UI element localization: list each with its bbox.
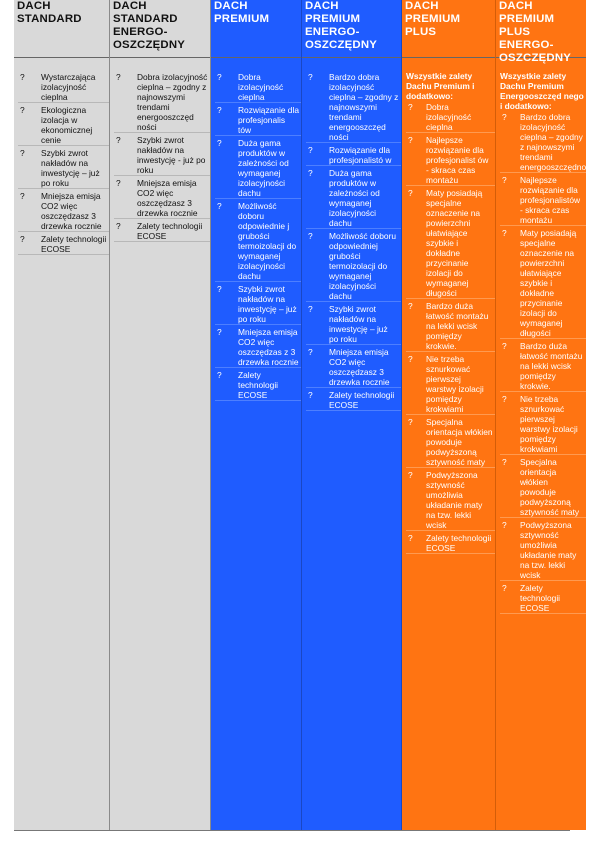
column-heading — [496, 0, 586, 64]
bullet-icon: ? — [502, 228, 507, 238]
bullet-icon: ? — [408, 533, 413, 543]
bullet-icon: ? — [408, 417, 413, 427]
bullet-icon: ? — [308, 304, 313, 314]
bullet-icon: ? — [408, 470, 413, 480]
heading-line: OSZCZĘDNY — [305, 39, 378, 51]
benefit-text: Dobra izolacyjność cieplna — [426, 102, 472, 132]
benefit-text: Zalety technologii ECOSE — [137, 221, 203, 241]
heading-line: PLUS — [499, 26, 531, 38]
benefit-text: Możliwość doboru odpowiedniej grubości termoizolacji do wymaganej izolacyjności dachu — [329, 231, 397, 301]
benefit-item — [500, 112, 596, 173]
column-dach-standard-energooszczedny — [110, 0, 211, 830]
benefit-text: Rozwiązanie dla profesjonalis tów — [238, 105, 299, 135]
benefit-item — [18, 191, 109, 232]
benefit-text: Zalety technologii ECOSE — [238, 370, 279, 400]
column-dach-premium — [211, 0, 302, 830]
benefit-text: Nie trzeba sznurkować pierwszej warstwy izolacji pomiędzy krokwiami — [426, 354, 484, 414]
column-heading — [110, 0, 210, 58]
column-heading — [302, 0, 401, 58]
benefit-item — [18, 234, 109, 255]
benefit-item — [306, 72, 401, 143]
benefit-text: Maty posiadają specjalne oznaczenie na powierzchni ułatwiające szybkie i dokładne przycinanie izolacji do wymaganej długości — [426, 188, 483, 298]
heading-line: DACH — [214, 0, 248, 12]
benefit-text: Szybki zwrot nakładów na inwestycję – już po roku — [238, 284, 297, 324]
benefit-text: Specjalna orientacja włókien powoduje podwyższoną sztywność maty — [520, 457, 580, 517]
benefit-item — [500, 175, 586, 226]
heading-line: DACH — [499, 0, 533, 12]
benefit-item — [500, 457, 586, 518]
benefit-item — [406, 188, 495, 299]
benefit-text: Szybki zwrot nakładów na inwestycję – już po roku — [41, 148, 100, 188]
column-heading — [14, 0, 109, 58]
benefit-item — [215, 105, 301, 136]
bullet-icon: ? — [408, 135, 413, 145]
bullet-icon: ? — [20, 72, 25, 82]
column-dach-standard — [14, 0, 110, 830]
heading-line: PREMIUM — [214, 13, 270, 25]
heading-line: OSZCZĘDNY — [499, 52, 572, 64]
benefit-item — [406, 301, 495, 352]
heading-line: DACH — [113, 0, 147, 12]
bullet-icon: ? — [502, 112, 507, 122]
list-intro: Wszystkie zalety Dachu Premium i dodatkowo: — [406, 71, 475, 101]
bullet-icon: ? — [308, 390, 313, 400]
benefit-item — [500, 520, 586, 581]
bullet-icon: ? — [308, 347, 313, 357]
bullet-icon: ? — [20, 191, 25, 201]
benefit-item — [406, 533, 495, 554]
benefit-item — [18, 72, 109, 103]
heading-line: DACH — [17, 0, 51, 12]
bullet-icon: ? — [20, 234, 25, 244]
benefit-list — [302, 58, 401, 411]
benefit-text: Bardzo dobra izolacyjność cieplna – zgodny z najnowszymi trendami energooszczędności — [520, 112, 596, 172]
benefit-item — [114, 221, 210, 242]
benefit-text: Dobra izolacyjność cieplna — [238, 72, 284, 102]
heading-line: DACH — [405, 0, 439, 12]
benefit-text: Podwyższona sztywność umożliwia układanie maty na tzw. lekki wcisk — [426, 470, 483, 530]
heading-line: ENERGO- — [499, 39, 554, 51]
benefit-item — [306, 145, 401, 166]
benefit-item — [215, 370, 301, 401]
benefit-item — [306, 304, 401, 345]
benefit-item — [306, 390, 401, 411]
benefit-text: Podwyższona sztywność umożliwia układanie maty na tzw. lekki wcisk — [520, 520, 577, 580]
bullet-icon: ? — [20, 148, 25, 158]
benefit-text: Mniejsza emisja CO2 więc oszczędzasz 3 drzewka rocznie — [329, 347, 390, 387]
benefit-list — [402, 58, 495, 554]
bullet-icon: ? — [116, 178, 121, 188]
bullet-icon: ? — [217, 105, 222, 115]
bullet-icon: ? — [20, 105, 25, 115]
column-heading — [211, 0, 301, 58]
bullet-icon: ? — [408, 301, 413, 311]
benefit-list — [496, 58, 596, 614]
column-dach-premium-plus-energooszczedny — [496, 0, 596, 830]
benefit-item — [215, 284, 301, 325]
column-heading — [402, 0, 495, 58]
heading-line: STANDARD — [17, 13, 82, 25]
benefit-item — [500, 341, 586, 392]
heading-line: STANDARD — [113, 13, 178, 25]
benefit-item — [215, 327, 301, 368]
heading-line: ENERGO- — [113, 26, 168, 38]
table-bottom-rule — [14, 830, 570, 831]
bullet-icon: ? — [116, 221, 121, 231]
benefit-text: Możliwość doboru odpowiednie j grubości termoizolacji do wymaganej izolacyjności dachu — [238, 201, 297, 281]
bullet-icon: ? — [217, 370, 222, 380]
heading-line: PLUS — [405, 26, 437, 38]
benefit-text: Ekologiczna izolacja w ekonomicznej cenie — [41, 105, 93, 145]
heading-line: PREMIUM — [405, 13, 461, 25]
benefit-item — [406, 135, 495, 186]
benefit-item — [18, 148, 109, 189]
benefit-text: Rozwiązanie dla profesjonalistó w — [329, 145, 392, 165]
bullet-icon: ? — [217, 138, 222, 148]
benefit-text: Bardzo duża łatwość montażu na lekki wcisk pomiędzy krokwie. — [520, 341, 583, 391]
benefit-text: Najlepsze rozwiązanie dla profesjonalist ów - skraca czas montażu — [426, 135, 489, 185]
benefit-item — [406, 354, 495, 415]
benefit-text: Dobra izolacyjność cieplna – zgodny z najnowszymi trendami energooszczęd ności — [137, 72, 208, 132]
benefit-item — [306, 168, 401, 229]
list-intro: Wszystkie zalety Dachu Premium Energooszczęd nego i dodatkowo: — [500, 71, 584, 111]
column-dach-premium-energooszczedny — [302, 0, 402, 830]
benefit-text: Duża gama produktów w zależności od wymaganej izolacyjności dachu — [329, 168, 380, 228]
bullet-icon: ? — [308, 145, 313, 155]
bullet-icon: ? — [502, 457, 507, 467]
benefit-text: Mniejsza emisja CO2 więc oszczędzasz 3 drzewka rocznie — [41, 191, 102, 231]
benefit-item — [406, 470, 495, 531]
bullet-icon: ? — [408, 188, 413, 198]
bullet-icon: ? — [408, 354, 413, 364]
heading-line: DACH — [305, 0, 339, 12]
benefit-list — [110, 58, 210, 242]
bullet-icon: ? — [502, 520, 507, 530]
benefit-text: Zalety technologii ECOSE — [41, 234, 107, 254]
bullet-icon: ? — [217, 201, 222, 211]
benefit-text: Najlepsze rozwiązanie dla profesjonalistów - skraca czas montażu — [520, 175, 581, 225]
benefit-text: Zalety technologii ECOSE — [329, 390, 395, 410]
benefit-text: Nie trzeba sznurkować pierwszej warstwy izolacji pomiędzy krokwiami — [520, 394, 578, 454]
bullet-icon: ? — [116, 72, 121, 82]
bullet-icon: ? — [217, 72, 222, 82]
bullet-icon: ? — [308, 168, 313, 178]
benefit-item — [215, 72, 301, 103]
bullet-icon: ? — [408, 102, 413, 112]
heading-line: PREMIUM — [499, 13, 555, 25]
benefit-item — [500, 583, 586, 614]
benefit-text: Maty posiadają specjalne oznaczenie na powierzchni ułatwiające szybkie i dokładne przycinanie izolacji do wymaganej długości — [520, 228, 577, 338]
bullet-icon: ? — [502, 583, 507, 593]
benefit-item — [18, 105, 109, 146]
bullet-icon: ? — [116, 135, 121, 145]
benefit-list — [211, 58, 301, 401]
benefit-text: Duża gama produktów w zależności od wymaganej izolacyjności dachu — [238, 138, 289, 198]
benefit-text: Specjalna orientacja włókien powoduje podwyższoną sztywność maty — [426, 417, 493, 467]
benefit-item — [500, 228, 586, 339]
benefit-item — [215, 201, 301, 282]
bullet-icon: ? — [502, 175, 507, 185]
benefit-text: Mniejsza emisja CO2 więc oszczędzas z 3 drzewka rocznie — [238, 327, 299, 367]
column-dach-premium-plus — [402, 0, 496, 830]
bullet-icon: ? — [217, 284, 222, 294]
bullet-icon: ? — [217, 327, 222, 337]
benefit-item — [215, 138, 301, 199]
heading-line: PREMIUM — [305, 13, 361, 25]
benefit-item — [114, 72, 210, 133]
benefit-item — [114, 135, 210, 176]
bullet-icon: ? — [502, 341, 507, 351]
comparison-table — [14, 0, 596, 830]
benefit-item — [306, 231, 401, 302]
bullet-icon: ? — [308, 72, 313, 82]
benefit-text: Mniejsza emisja CO2 więc oszczędzasz 3 drzewka rocznie — [137, 178, 198, 218]
benefit-text: Wystarczająca izolacyjność cieplna — [41, 72, 96, 102]
heading-line: ENERGO- — [305, 26, 360, 38]
benefit-text: Szybki zwrot nakładów na inwestycję - już po roku — [137, 135, 206, 175]
benefit-item — [406, 102, 495, 133]
bullet-icon: ? — [502, 394, 507, 404]
benefit-text: Zalety technologii ECOSE — [426, 533, 492, 553]
heading-line: OSZCZĘDNY — [113, 39, 186, 51]
benefit-list — [14, 58, 109, 255]
benefit-item — [406, 417, 495, 468]
benefit-text: Bardzo dobra izolacyjność cieplna – zgodny z najnowszymi trendami energooszczęd ności — [329, 72, 399, 142]
bullet-icon: ? — [308, 231, 313, 241]
benefit-text: Bardzo duża łatwość montażu na lekki wcisk pomiędzy krokwie. — [426, 301, 489, 351]
benefit-item — [306, 347, 401, 388]
benefit-text: Zalety technologii ECOSE — [520, 583, 561, 613]
benefit-item — [500, 394, 586, 455]
benefit-text: Szybki zwrot nakładów na inwestycję – już po roku — [329, 304, 388, 344]
benefit-item — [114, 178, 210, 219]
